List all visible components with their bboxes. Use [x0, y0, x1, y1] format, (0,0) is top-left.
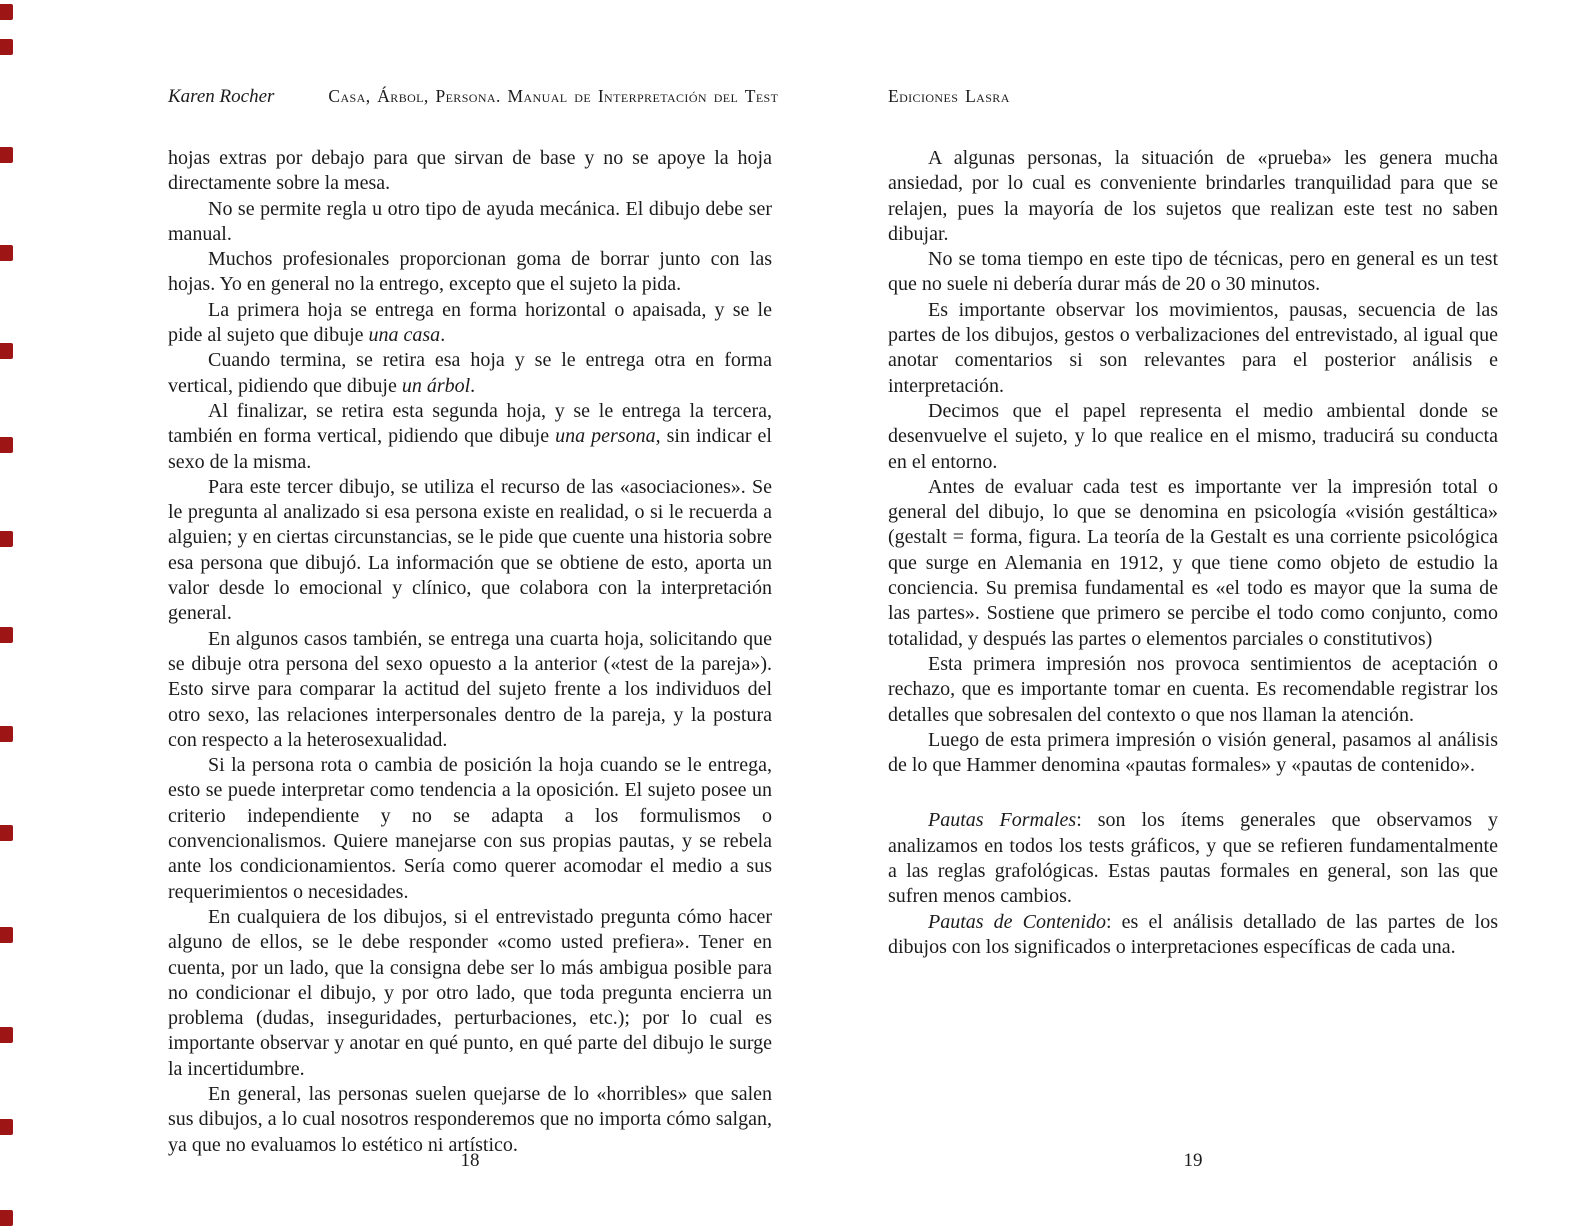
paragraph	[888, 910, 1498, 961]
text-run: Si la persona rota o cambia de posición la hoja cuando se le entrega, esto se puede interpretar como tendencia a la oposición. El sujeto posee un criterio independiente y no se adapta a los formulismos o convencionalismos. Quiere manejarse con sus propias pautas, y se rebela ante los condicionamientos. Sería como querer acomodar el medio a sus requerimientos o necesidades.	[168, 754, 772, 903]
paragraph	[168, 146, 772, 197]
red-edge-mark	[0, 437, 13, 453]
red-edge-mark	[0, 531, 13, 547]
paragraph	[888, 808, 1498, 909]
paragraph	[888, 728, 1498, 779]
text-run: .	[440, 324, 446, 347]
text-run: Esta primera impresión nos provoca sentimientos de aceptación o rechazo, que es importante tomar en cuenta. Es recomendable registrar los detalles que sobresalen del contexto o que nos llaman la atención.	[888, 652, 1498, 726]
left-page-body	[168, 146, 772, 1158]
paragraph	[888, 247, 1498, 298]
red-edge-mark	[0, 343, 13, 359]
text-run: No se toma tiempo en este tipo de técnicas, pero en general es un test que no suele ni debería durar más de 20 o 30 minutos.	[888, 248, 1498, 296]
red-edge-mark	[0, 1119, 13, 1135]
italic-text-run: una persona	[555, 425, 656, 448]
text-run: Cuando termina, se retira esa hoja y se le entrega otra en forma vertical, pidiendo que dibuje	[168, 349, 772, 397]
text-run: Muchos profesionales proporcionan goma de borrar junto con las hojas. Yo en general no la entrego, excepto que el sujeto la pida.	[168, 248, 772, 296]
italic-text-run: un árbol	[401, 374, 471, 397]
text-run: Es importante observar los movimientos, pausas, secuencia de las partes de los dibujos, gestos o verbalizaciones del entrevistado, al igual que anotar comentarios si son relevantes para el posterior análisis e interpretación.	[888, 298, 1498, 397]
red-edge-mark	[0, 1210, 13, 1226]
red-edge-mark	[0, 726, 13, 742]
page-number: 19	[1183, 1150, 1203, 1171]
running-header-publisher: Ediciones Lasra	[888, 86, 1010, 106]
red-edge-mark	[0, 1027, 13, 1043]
paragraph	[888, 146, 1498, 247]
text-run: Antes de evaluar cada test es importante ver la impresión total o general del dibujo, lo que se denomina en psicología «visión gestáltica» (gestalt = forma, figura. La teoría de la Gestalt es una corriente psicológica que surge en Alemania en 1912, y que tiene como objeto de estudio la conciencia. Su premisa fundamental es «el todo es mayor que la suma de las partes». Sostiene que primero se percibe el todo como conjunto, como totalidad, y después las partes o elementos parciales o constitutivos)	[888, 475, 1498, 650]
left-page	[168, 0, 779, 1232]
running-header-book-title: Casa, Árbol, Persona. Manual de Interpretación del Test	[328, 86, 779, 106]
text-run: , sin indicar el sexo de la misma.	[168, 425, 772, 473]
paragraph	[168, 247, 772, 298]
paragraph	[168, 1082, 772, 1158]
text-run: Decimos que el papel representa el medio ambiental donde se desenvuelve el sujeto, y lo que realice en el mismo, traducirá su conducta en el entorno.	[888, 399, 1498, 473]
italic-text-run: Pautas Formales	[928, 809, 1077, 832]
paragraph	[168, 348, 772, 399]
paragraph	[168, 298, 772, 349]
red-edge-mark	[0, 627, 13, 643]
text-run: En algunos casos también, se entrega una cuarta hoja, solicitando que se dibuje otra persona del sexo opuesto a la anterior («test de la pareja»). Esto sirve para comparar la actitud del sujeto frente a los individuos del otro sexo, las relaciones interpersonales dentro de la pareja, y la postura con respecto a la heterosexualidad.	[168, 627, 772, 751]
text-run: Luego de esta primera impresión o visión general, pasamos al análisis de lo que Hammer denomina «pautas formales» y «pautas de contenido».	[888, 728, 1498, 777]
left-running-header	[168, 86, 779, 108]
paragraph	[168, 197, 772, 248]
text-run: En cualquiera de los dibujos, si el entrevistado pregunta cómo hacer alguno de ellos, se le debe responder «como usted prefiera». Tener en cuenta, por un lado, que la consigna debe ser lo más ambigua posible para no condicionar el dibujo, y por otro lado, que toda pregunta encierra un problema (dudas, inseguridades, perturbaciones, etc.); por lo cual es importante observar y anotar en qué punto, en qué parte del dibujo le surge la incertidumbre.	[168, 905, 772, 1080]
paragraph	[888, 298, 1498, 399]
paragraph	[168, 753, 772, 905]
text-run: A algunas personas, la situación de «prueba» les genera mucha ansiedad, por lo cual es conveniente brindarles tranquilidad para que se relajen, pues la mayoría de los sujetos que realizan este test no saben dibujar.	[888, 147, 1498, 245]
text-run: Al finalizar, se retira esta segunda hoja, y se le entrega la tercera, también en forma vertical, pidiendo que dibuje	[168, 399, 772, 448]
page-number: 18	[460, 1150, 480, 1171]
red-edge-mark	[0, 39, 13, 55]
running-header-author: Karen Rocher	[168, 86, 275, 107]
paragraph	[168, 627, 772, 753]
red-edge-mark	[0, 927, 13, 943]
text-run: La primera hoja se entrega en forma horizontal o apaisada, y se le pide al sujeto que dibuje	[168, 298, 772, 347]
text-run: : es el análisis detallado de las partes de los dibujos con los significados o interpretaciones específicas de cada una.	[888, 910, 1499, 958]
right-running-header	[888, 86, 1498, 107]
italic-text-run: una casa	[368, 324, 441, 347]
red-edge-mark	[0, 4, 13, 20]
text-run: En general, las personas suelen quejarse de lo «horribles» que salen sus dibujos, a lo cual nosotros responderemos que no importa cómo salgan, ya que no evaluamos lo estético ni artístico.	[168, 1082, 772, 1156]
paragraph	[168, 399, 772, 475]
right-page-body	[888, 146, 1498, 960]
paragraph	[888, 399, 1498, 475]
right-page	[888, 0, 1498, 1232]
paragraph	[888, 475, 1498, 652]
paragraph	[168, 475, 772, 627]
red-edge-mark	[0, 825, 13, 841]
italic-text-run: Pautas de Contenido	[928, 910, 1106, 933]
paragraph	[168, 905, 772, 1082]
red-edge-mark	[0, 147, 13, 163]
text-run: No se permite regla u otro tipo de ayuda mecánica. El dibujo debe ser manual.	[168, 197, 772, 245]
text-run: .	[470, 374, 476, 397]
paragraph	[888, 652, 1498, 728]
text-run: Para este tercer dibujo, se utiliza el recurso de las «asociaciones». Se le pregunta al analizado si esa persona existe en realidad, o si le recuerda a alguien; y en ciertas circunstancias, se le pide que cuente una historia sobre esa persona que dibujó. La información que se obtiene de esto, aporta un valor desde lo emocional y clínico, que colabora con la interpretación general.	[168, 475, 772, 625]
red-edge-mark	[0, 245, 13, 261]
text-run: : son los ítems generales que observamos y analizamos en todos los tests gráficos, y que se refieren fundamentalmente a las reglas grafológicas. Estas pautas formales en general, son las que sufren menos cambios.	[888, 809, 1498, 908]
text-run: hojas extras por debajo para que sirvan de base y no se apoye la hoja directamente sobre la mesa.	[168, 147, 772, 195]
